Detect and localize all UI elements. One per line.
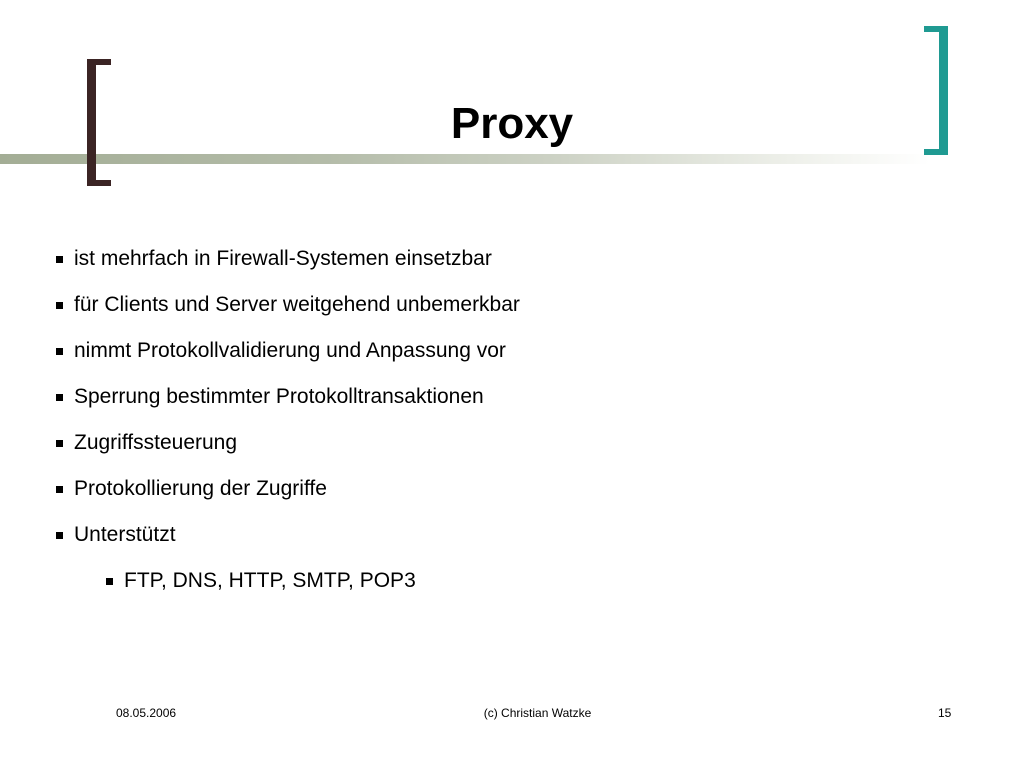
square-bullet-icon — [106, 578, 113, 585]
sub-bullet-item — [56, 558, 956, 604]
bullet-text: Zugriffssteuerung — [74, 431, 238, 454]
footer-date: 08.05.2006 — [116, 706, 177, 720]
square-bullet-icon — [56, 348, 63, 355]
bullet-list — [56, 236, 956, 604]
bullet-text: Sperrung bestimmter Protokolltransaktionen — [74, 385, 484, 408]
bullet-item — [56, 512, 956, 558]
bullet-item — [56, 420, 956, 466]
square-bullet-icon — [56, 532, 63, 539]
square-bullet-icon — [56, 256, 63, 263]
slide-title: Proxy — [450, 99, 574, 148]
bullet-text: nimmt Protokollvalidierung und Anpassung vor — [74, 339, 506, 362]
bullet-item — [56, 236, 956, 282]
title-divider — [0, 154, 930, 164]
bullet-item — [56, 466, 956, 512]
bullet-text: für Clients und Server weitgehend unbemerkbar — [74, 293, 520, 316]
bullet-item — [56, 328, 956, 374]
footer-author: (c) Christian Watzke — [483, 706, 592, 720]
bullet-text: Unterstützt — [74, 523, 176, 546]
bullet-text: FTP, DNS, HTTP, SMTP, POP3 — [124, 569, 416, 592]
bullet-item — [56, 282, 956, 328]
square-bullet-icon — [56, 486, 63, 493]
page-number: 15 — [938, 706, 952, 720]
square-bullet-icon — [56, 440, 63, 447]
bullet-text: ist mehrfach in Firewall-Systemen einsetzbar — [74, 247, 492, 270]
bullet-text: Protokollierung der Zugriffe — [74, 477, 327, 500]
square-bullet-icon — [56, 302, 63, 309]
square-bullet-icon — [56, 394, 63, 401]
bullet-item — [56, 374, 956, 420]
